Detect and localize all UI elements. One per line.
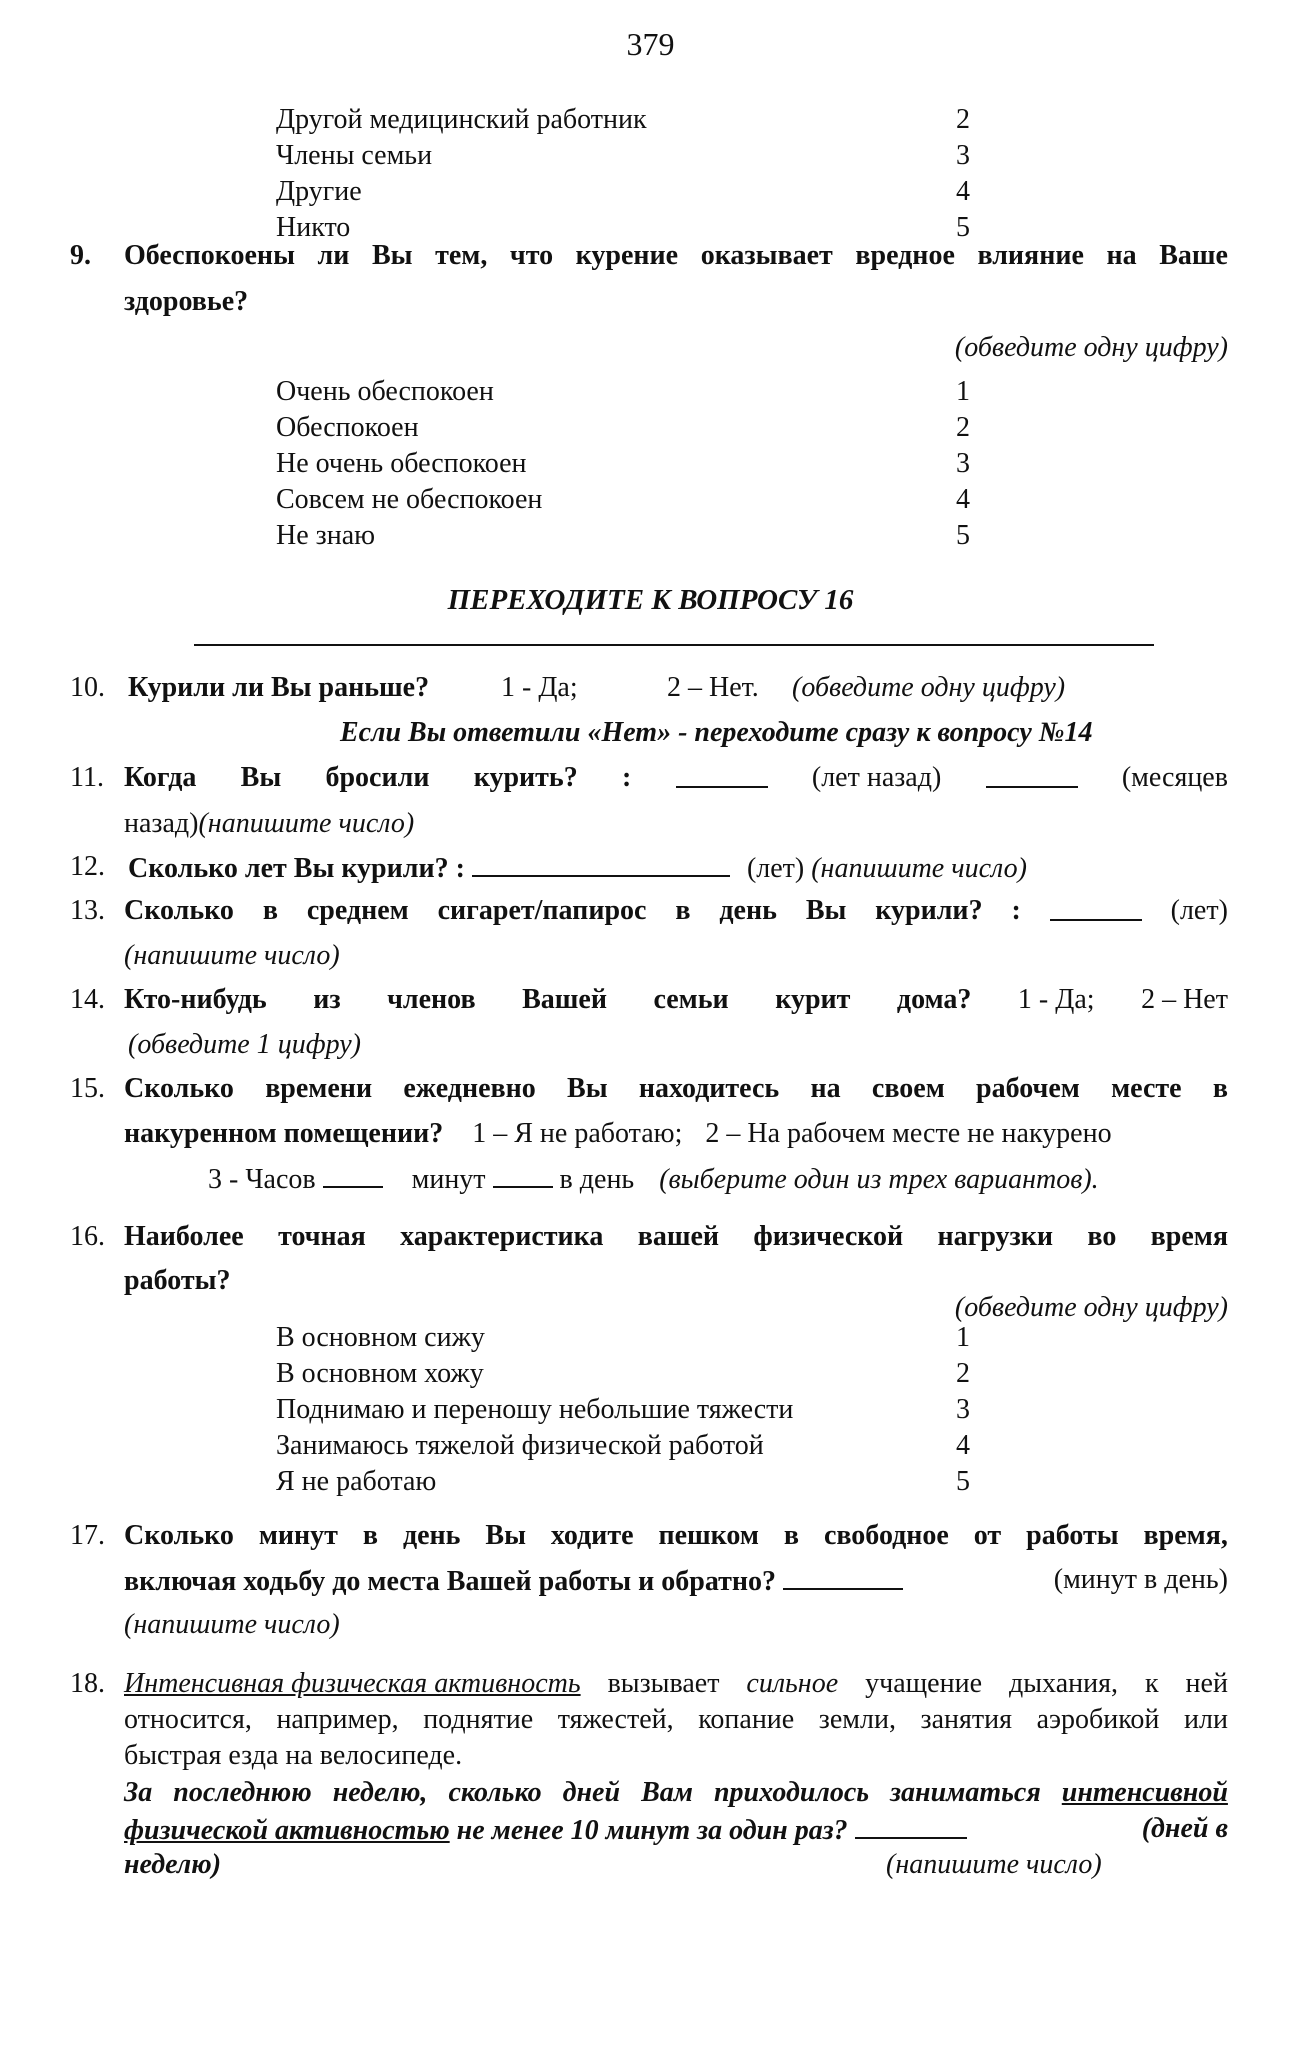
q14-instruction: (обведите 1 цифру) bbox=[128, 1029, 361, 1060]
q9-option[interactable] bbox=[276, 482, 996, 518]
q13-unit: (лет) bbox=[1170, 895, 1228, 926]
q18-line1 bbox=[124, 1666, 1228, 1702]
q11-word: Когда bbox=[124, 762, 197, 793]
q18-unit-a: (дней в bbox=[1141, 1813, 1228, 1844]
q18-question-word: заниматься bbox=[890, 1777, 1041, 1808]
q15-line3 bbox=[208, 1160, 1099, 1198]
q17-word: работы bbox=[1026, 1520, 1119, 1551]
section-divider bbox=[194, 644, 1154, 646]
q13-instruction: (напишите число) bbox=[124, 940, 340, 971]
q16-word: вашей bbox=[637, 1221, 720, 1252]
q18-question-word: дней bbox=[562, 1777, 621, 1808]
q8-option[interactable] bbox=[276, 138, 996, 174]
q9-word: Ваше bbox=[1159, 240, 1228, 271]
q16-word: во bbox=[1087, 1221, 1117, 1252]
q18-word: или bbox=[1184, 1704, 1228, 1735]
q11-months-blank[interactable] bbox=[986, 760, 1078, 788]
q13-word: : bbox=[1011, 895, 1021, 926]
q12-instruction: (напишите число) bbox=[811, 853, 1027, 884]
q9-text-line2: здоровье? bbox=[124, 286, 249, 317]
page-number: 379 bbox=[626, 26, 675, 62]
q15-word: Вы bbox=[567, 1073, 608, 1104]
q9-word: ли bbox=[317, 240, 350, 271]
q18-question-line1 bbox=[124, 1775, 1228, 1811]
q14-number: 14. bbox=[70, 984, 105, 1015]
q9-word: что bbox=[509, 240, 554, 271]
q15-word: в bbox=[1212, 1073, 1228, 1104]
q17-instruction: (напишите число) bbox=[124, 1609, 340, 1640]
q17-unit: (минут в день) bbox=[1053, 1564, 1228, 1595]
q10-instruction: (обведите одну цифру) bbox=[792, 672, 1066, 703]
q10-skip-note: Если Вы ответили «Нет» - переходите сразу к вопросу №14 bbox=[340, 717, 1093, 748]
q8-option[interactable] bbox=[276, 174, 996, 210]
q16-option[interactable] bbox=[276, 1320, 996, 1356]
q17-word: пешком bbox=[658, 1520, 759, 1551]
q12-text: Сколько лет Вы курили? : bbox=[128, 853, 465, 884]
q11-months-ago: назад) bbox=[124, 808, 199, 839]
q17-word: ходите bbox=[550, 1520, 634, 1551]
q9-word: Обеспокоены bbox=[124, 240, 295, 271]
q16-option-label: Я не работаю bbox=[276, 1466, 437, 1497]
q17-line2 bbox=[124, 1562, 1228, 1600]
q17-word: минут bbox=[258, 1520, 338, 1551]
q15-line1 bbox=[124, 1071, 1228, 1107]
q13-line1 bbox=[124, 893, 1228, 929]
q16-option-code: 5 bbox=[956, 1466, 970, 1497]
q17-line1 bbox=[124, 1518, 1228, 1554]
q8-option[interactable] bbox=[276, 102, 996, 138]
q9-instruction: (обведите одну цифру) bbox=[954, 332, 1228, 363]
q14-word: Вашей bbox=[522, 984, 607, 1015]
q14-word: дома? bbox=[896, 984, 972, 1015]
q14-word: семьи bbox=[653, 984, 729, 1015]
q17-number: 17. bbox=[70, 1520, 105, 1551]
q14-word: членов bbox=[387, 984, 476, 1015]
q18-question-word: последнюю bbox=[173, 1777, 312, 1808]
q13-number: 13. bbox=[70, 895, 105, 926]
q11-word: курить? bbox=[473, 762, 578, 793]
q10-text: Курили ли Вы раньше? bbox=[128, 672, 430, 703]
q8-option-label: Члены семьи bbox=[276, 140, 433, 171]
q18-question-line2 bbox=[124, 1811, 1228, 1849]
q18-word: земли, bbox=[818, 1704, 896, 1735]
q8-option-label: Никто bbox=[276, 212, 351, 243]
q9-word: на bbox=[1106, 240, 1137, 271]
q18-question-term: физической активностью bbox=[124, 1815, 450, 1846]
q18-unit-b: неделю) bbox=[124, 1849, 222, 1880]
q9-option-label: Обеспокоен bbox=[276, 412, 419, 443]
q11-years-unit: (лет назад) bbox=[811, 762, 942, 793]
q18-word: вызывает bbox=[607, 1668, 720, 1699]
q9-word: оказывает bbox=[700, 240, 833, 271]
q15-option-1: 1 – Я не работаю; bbox=[472, 1118, 683, 1149]
q9-option-code: 1 bbox=[956, 376, 970, 407]
q15-option-3-day: в день bbox=[559, 1164, 635, 1195]
q16-option-code: 4 bbox=[956, 1430, 970, 1461]
q15-number: 15. bbox=[70, 1073, 105, 1104]
q15-hours-blank[interactable] bbox=[323, 1160, 383, 1188]
q11-word: бросили bbox=[325, 762, 430, 793]
q18-term: Интенсивная физическая активность bbox=[124, 1668, 581, 1699]
q13-word: среднем bbox=[306, 895, 409, 926]
q15-option-3-hours: 3 - Часов bbox=[208, 1164, 316, 1195]
q14-word: Кто-нибудь bbox=[124, 984, 267, 1015]
q16-option-code: 1 bbox=[956, 1322, 970, 1353]
q13-word: день bbox=[719, 895, 777, 926]
q18-word: ней bbox=[1185, 1668, 1228, 1699]
q18-word: тяжестей, bbox=[557, 1704, 674, 1735]
q9-number: 9. bbox=[70, 240, 91, 271]
q16-word: точная bbox=[278, 1221, 366, 1252]
q11-number: 11. bbox=[70, 762, 104, 793]
q15-word: находитесь bbox=[638, 1073, 780, 1104]
q16-number: 16. bbox=[70, 1221, 105, 1252]
q15-word: рабочем bbox=[976, 1073, 1080, 1104]
q18-instruction: (напишите число) bbox=[886, 1849, 1102, 1880]
q16-word: физической bbox=[753, 1221, 904, 1252]
q17-word: от bbox=[973, 1520, 1002, 1551]
q15-word: времени bbox=[265, 1073, 373, 1104]
q16-option-label: Поднимаю и переношу небольшие тяжести bbox=[276, 1394, 794, 1425]
q18-word: поднятие bbox=[423, 1704, 534, 1735]
q9-word: вредное bbox=[855, 240, 955, 271]
q16-word: Наиболее bbox=[124, 1221, 244, 1252]
q16-word: характеристика bbox=[400, 1221, 604, 1252]
q16-option[interactable] bbox=[276, 1428, 996, 1464]
q15-option-2: 2 – На рабочем месте не накурено bbox=[705, 1118, 1112, 1149]
q18-number: 18. bbox=[70, 1668, 105, 1699]
q9-option-code: 4 bbox=[956, 484, 970, 515]
q15-option-3-minutes: минут bbox=[411, 1164, 486, 1195]
q9-word: влияние bbox=[977, 240, 1084, 271]
q18-word: сильное bbox=[746, 1668, 839, 1699]
q9-option[interactable] bbox=[276, 374, 996, 410]
q17-word: время, bbox=[1143, 1520, 1228, 1551]
q16-word: нагрузки bbox=[937, 1221, 1054, 1252]
q18-line2 bbox=[124, 1702, 1228, 1738]
q17-word: Вы bbox=[485, 1520, 526, 1551]
q10-option-yes: 1 - Да; bbox=[501, 672, 578, 703]
q14-option-no: 2 – Нет bbox=[1141, 984, 1228, 1015]
q11-line1 bbox=[124, 760, 1228, 796]
q17-word: свободное bbox=[823, 1520, 949, 1551]
q11-instruction: (напишите число) bbox=[198, 808, 415, 839]
q12-unit: (лет) bbox=[746, 853, 805, 884]
q10-option-no: 2 – Нет. bbox=[667, 672, 759, 703]
q8-option-code: 4 bbox=[956, 176, 970, 207]
q18-word: копание bbox=[698, 1704, 795, 1735]
q9-word: курение bbox=[575, 240, 679, 271]
q15-text-line2: накуренном помещении? bbox=[124, 1118, 444, 1149]
q17-answer-blank[interactable] bbox=[783, 1562, 903, 1590]
q18-question-word: За bbox=[124, 1777, 153, 1808]
q16-line1 bbox=[124, 1219, 1228, 1255]
q18-question-word: неделю, bbox=[332, 1777, 428, 1808]
q15-line2 bbox=[124, 1116, 1112, 1152]
q16-option-label: Занимаюсь тяжелой физической работой bbox=[276, 1430, 764, 1461]
q12-answer-blank[interactable] bbox=[472, 849, 730, 877]
q8-option-code: 2 bbox=[956, 104, 970, 135]
q15-instruction: (выберите один из трех вариантов). bbox=[659, 1164, 1099, 1195]
q9-text-line1 bbox=[124, 238, 1228, 274]
q18-word: занятия bbox=[920, 1704, 1012, 1735]
q13-word: сигарет/папирос bbox=[437, 895, 647, 926]
q15-word: ежедневно bbox=[403, 1073, 536, 1104]
q18-question-text: не менее 10 минут за один раз? bbox=[456, 1815, 848, 1846]
q18-word: к bbox=[1144, 1668, 1159, 1699]
q17-word: Сколько bbox=[124, 1520, 234, 1551]
q18-question-term-a: интенсивной bbox=[1061, 1777, 1228, 1808]
q13-word: курили? bbox=[875, 895, 983, 926]
q16-option[interactable] bbox=[276, 1464, 996, 1500]
q9-option-label: Не знаю bbox=[276, 520, 376, 551]
goto-q16-note: ПЕРЕХОДИТЕ К ВОПРОСУ 16 bbox=[447, 584, 854, 616]
q8-option-label: Другой медицинский работник bbox=[276, 104, 647, 135]
q11-word: Вы bbox=[240, 762, 282, 793]
q18-line3: быстрая езда на велосипеде. bbox=[124, 1740, 463, 1771]
q9-word: тем, bbox=[435, 240, 488, 271]
q9-option-label: Совсем не обеспокоен bbox=[276, 484, 543, 515]
q9-word: Вы bbox=[371, 240, 413, 271]
q15-word: своем bbox=[871, 1073, 945, 1104]
q16-option[interactable] bbox=[276, 1392, 996, 1428]
q15-word: на bbox=[810, 1073, 841, 1104]
q8-option-label: Другие bbox=[276, 176, 362, 207]
q13-word: в bbox=[675, 895, 691, 926]
q18-question-word: приходилось bbox=[713, 1777, 870, 1808]
q9-option-code: 3 bbox=[956, 448, 970, 479]
q15-minutes-blank[interactable] bbox=[493, 1160, 553, 1188]
q16-word: время bbox=[1150, 1221, 1228, 1252]
q14-line1 bbox=[124, 982, 1228, 1018]
q8-option-code: 3 bbox=[956, 140, 970, 171]
q12-line bbox=[128, 849, 1027, 887]
q13-word: Сколько bbox=[124, 895, 234, 926]
q9-option[interactable] bbox=[276, 446, 996, 482]
q15-word: Сколько bbox=[124, 1073, 234, 1104]
q16-option-code: 3 bbox=[956, 1394, 970, 1425]
q9-option-code: 5 bbox=[956, 520, 970, 551]
q16-option-label: В основном хожу bbox=[276, 1358, 484, 1389]
q17-text-line2: включая ходьбу до места Вашей работы и обратно? bbox=[124, 1566, 776, 1597]
q13-answer-blank[interactable] bbox=[1050, 893, 1142, 921]
q11-line2 bbox=[124, 806, 414, 842]
q9-option[interactable] bbox=[276, 518, 996, 554]
q13-word: Вы bbox=[805, 895, 847, 926]
q8-option-code: 5 bbox=[956, 212, 970, 243]
q16-option-label: В основном сижу bbox=[276, 1322, 485, 1353]
q18-question-word: Вам bbox=[641, 1777, 693, 1808]
q18-word: аэробикой bbox=[1036, 1704, 1160, 1735]
q17-word: день bbox=[402, 1520, 461, 1551]
q11-word: : bbox=[622, 762, 632, 793]
q18-answer-blank[interactable] bbox=[855, 1811, 967, 1839]
q14-word: из bbox=[313, 984, 341, 1015]
q9-option-code: 2 bbox=[956, 412, 970, 443]
q14-word: курит bbox=[775, 984, 851, 1015]
q10-number: 10. bbox=[70, 672, 105, 703]
q18-word: относится, bbox=[124, 1704, 252, 1735]
q16-option[interactable] bbox=[276, 1356, 996, 1392]
q18-question-word: сколько bbox=[448, 1777, 542, 1808]
q9-option-label: Не очень обеспокоен bbox=[276, 448, 527, 479]
q18-word: дыхания, bbox=[1009, 1668, 1118, 1699]
q16-instruction: (обведите одну цифру) bbox=[954, 1292, 1228, 1323]
q9-option-label: Очень обеспокоен bbox=[276, 376, 494, 407]
q14-option-yes: 1 - Да; bbox=[1017, 984, 1095, 1015]
q18-word: учащение bbox=[865, 1668, 983, 1699]
q16-option-code: 2 bbox=[956, 1358, 970, 1389]
q17-word: в bbox=[362, 1520, 378, 1551]
q16-text-line2: работы? bbox=[124, 1265, 231, 1296]
q9-option[interactable] bbox=[276, 410, 996, 446]
q17-word: в bbox=[783, 1520, 800, 1551]
q11-years-blank[interactable] bbox=[676, 760, 768, 788]
q13-word: в bbox=[262, 895, 278, 926]
q15-word: месте bbox=[1111, 1073, 1182, 1104]
q18-word: например, bbox=[276, 1704, 399, 1735]
q11-months-unit: (месяцев bbox=[1121, 762, 1228, 793]
q12-number: 12. bbox=[70, 851, 105, 882]
